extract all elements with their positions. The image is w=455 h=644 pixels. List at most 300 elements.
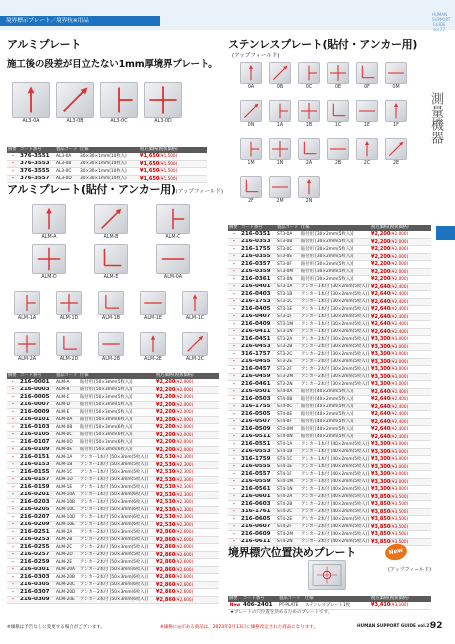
row-product-code: ALM-2B xyxy=(55,536,79,544)
plate-mark-icon xyxy=(101,83,137,117)
alu-anchor-title xyxy=(7,181,223,197)
row-product-code: ST4-0C xyxy=(276,403,300,411)
col-header: 摘要 xyxy=(228,225,240,231)
row-product-code: ALM-10D xyxy=(55,514,79,522)
row-price: ¥2,530(¥2,300) xyxy=(155,491,219,499)
table-row xyxy=(228,471,431,479)
row-price-excl-tax: (¥2,400) xyxy=(390,328,409,334)
row-code: 216-0351 xyxy=(240,231,276,238)
row-product-code: ST3-0C xyxy=(276,246,300,254)
row-dash: – xyxy=(7,401,19,409)
row-dash: – xyxy=(228,313,240,321)
row-price-excl-tax: (¥3,000) xyxy=(390,358,409,364)
alu-al3-0b-image xyxy=(56,82,94,118)
anchor-alm-1d-image xyxy=(56,291,82,315)
row-dash: – xyxy=(7,484,19,492)
row-spec: アンカー2本付 [50×3mm(6枚入)] xyxy=(79,589,155,597)
table-row xyxy=(228,501,431,509)
footer-revision-note: ※価格に◎がある商品は、2023年2月13日に価格改定された商品になります。 xyxy=(160,625,318,630)
table-row xyxy=(228,268,431,276)
table-row xyxy=(7,409,219,417)
row-dash: – xyxy=(7,521,19,529)
row-spec: 貼付用 [30×2mm(5枚入)] xyxy=(300,276,370,284)
table-row xyxy=(228,283,431,291)
row-code: 216-0251 xyxy=(19,529,55,537)
row-price: ¥2,640(¥2,400) xyxy=(370,328,431,336)
st-0e-label: 0E xyxy=(334,85,342,90)
row-price: ¥3,300(¥3,000) xyxy=(370,343,431,351)
row-price: ¥2,860(¥2,600) xyxy=(155,596,219,604)
row-price: ¥2,200(¥2,000) xyxy=(155,439,219,447)
row-dash: – xyxy=(228,298,240,306)
row-price: ¥2,200(¥2,000) xyxy=(155,401,219,409)
row-product-code: AL3-0B xyxy=(55,160,79,168)
row-spec: 貼付用 [50×3mm(6枚入)] xyxy=(79,446,155,454)
row-spec: 30×30×1mm(10枚入) xyxy=(79,153,139,160)
table-row xyxy=(7,491,219,499)
table-row xyxy=(228,448,431,456)
row-price: ¥3,300(¥3,000) xyxy=(370,351,431,359)
row-price-excl-tax: (¥3,000) xyxy=(390,366,409,371)
row-price: ¥3,300(¥3,000) xyxy=(370,478,431,486)
row-price-excl-tax: (¥3,000) xyxy=(390,336,409,341)
row-price: ¥2,200(¥2,000) xyxy=(370,276,431,284)
st-1a-image xyxy=(269,100,291,122)
row-dash: – xyxy=(228,478,240,486)
plate-mark-icon xyxy=(299,139,319,159)
anchor-alm-1c-image xyxy=(182,291,208,315)
table-row xyxy=(7,521,219,529)
table-row xyxy=(228,321,431,329)
row-price: ¥1,650(¥1,500) xyxy=(139,168,207,176)
row-product-code: PT-PLATE xyxy=(278,602,304,609)
row-code: 216-0151 xyxy=(19,454,55,462)
row-dash: – xyxy=(7,439,19,447)
row-spec: アンカー1本付 [50×3mm(5枚入)] xyxy=(79,454,155,462)
plate-mark-icon xyxy=(241,139,261,159)
plate-mark-icon xyxy=(33,245,65,273)
table-row xyxy=(228,313,431,321)
row-dash: – xyxy=(7,491,19,499)
row-price: ¥3,850(¥3,500) xyxy=(370,501,431,509)
table-row xyxy=(7,506,219,514)
col-header: 摘要 xyxy=(228,596,242,602)
row-code: 216-0411 xyxy=(240,328,276,336)
anchor-alm-1a-image xyxy=(14,291,40,315)
row-price-excl-tax: (¥1,500) xyxy=(159,160,178,166)
table-row xyxy=(228,411,431,419)
row-price-excl-tax: (¥2,600) xyxy=(175,589,194,594)
st-2n-label: 2N xyxy=(305,199,313,204)
row-price: ¥2,530(¥2,300) xyxy=(155,506,219,514)
table-row xyxy=(228,261,431,269)
row-spec: アンカー1本付 [50×3mm(5枚入)] xyxy=(79,469,155,477)
row-code: 216-0403 xyxy=(240,291,276,299)
row-code: 216-0303 xyxy=(19,574,55,582)
row-product-code: ALM-0A xyxy=(55,416,79,424)
row-spec: 貼付用 [50×3mm(5枚入)] xyxy=(79,401,155,409)
row-code: 216-0557 xyxy=(240,471,276,479)
row-price: ¥3,300(¥3,000) xyxy=(370,456,431,464)
row-product-code: AL3-0D xyxy=(55,175,79,183)
row-price-excl-tax: (¥2,000) xyxy=(175,409,194,414)
st-0b-image xyxy=(269,62,291,84)
row-code: 216-0103 xyxy=(19,424,55,432)
row-price-excl-tax: (¥2,000) xyxy=(175,401,194,407)
alu-al3-0d-image xyxy=(144,82,182,118)
row-dash: – xyxy=(228,283,240,291)
side-small-3: GUIDE xyxy=(432,22,446,27)
row-product-code: ALM-1D xyxy=(55,476,79,484)
row-product-code: ST4-2B xyxy=(276,501,300,509)
row-spec: 30×30×1mm(10枚入) xyxy=(79,160,139,168)
row-price: ¥2,200(¥2,000) xyxy=(155,446,219,454)
row-dash: – xyxy=(7,379,19,386)
row-price-excl-tax: (¥2,300) xyxy=(175,521,194,527)
row-code: 216-0009 xyxy=(19,409,55,417)
row-product-code: ST4-0M xyxy=(276,426,300,434)
row-price-excl-tax: (¥2,600) xyxy=(175,574,194,579)
page-number: 92 xyxy=(430,621,443,631)
row-product-code: ST4-2M xyxy=(276,531,300,539)
row-code: 216-0461 xyxy=(240,381,276,389)
row-price: ¥3,850(¥3,500) xyxy=(370,538,431,546)
anchor-alm-1a-label: ALM-1A xyxy=(17,316,37,321)
row-code: 376-3555 xyxy=(19,168,55,176)
row-code: 216-0005 xyxy=(19,394,55,402)
st-2c-label: 2C xyxy=(363,161,371,166)
plate-mark-icon xyxy=(183,292,207,314)
plate-mark-icon xyxy=(386,63,406,83)
row-code: 216-0157 xyxy=(19,476,55,484)
row-spec: 貼付用 [40×2mm(5枚入)] xyxy=(300,396,370,404)
row-dash: – xyxy=(228,396,240,404)
row-product-code: ST4-1E xyxy=(276,463,300,471)
row-price-excl-tax: (¥3,500) xyxy=(390,508,409,514)
row-dash: – xyxy=(228,328,240,336)
row-spec: アンカー1本付 [30×2mm(5枚入)] xyxy=(301,321,369,327)
table-row xyxy=(7,574,219,582)
row-price-excl-tax: (¥2,400) xyxy=(390,426,409,431)
col-header: コード番号 xyxy=(19,147,55,153)
table-row xyxy=(228,336,431,344)
st-0c-label: 0C xyxy=(305,85,313,90)
plate-mark-icon xyxy=(157,205,189,233)
row-code: 216-0309 xyxy=(19,596,55,604)
row-price-excl-tax: (¥2,000) xyxy=(175,446,194,452)
row-spec: アンカー2本付 [50×3mm(5枚入)] xyxy=(79,544,155,552)
row-code: 216-0107 xyxy=(19,439,55,447)
st-2b-label: 2B xyxy=(334,161,342,166)
row-spec: アンカー1本付 [50×3mm(6枚入)] xyxy=(79,506,155,514)
col-header: 製品コード xyxy=(56,373,78,379)
row-price-excl-tax: (¥2,000) xyxy=(390,231,409,236)
row-price: ¥2,200(¥2,000) xyxy=(370,253,431,261)
stainless-title: ステンレスプレート(貼付・アンカー用) xyxy=(228,38,418,51)
row-code: 216-1753 xyxy=(240,298,276,306)
row-dash: – xyxy=(228,463,240,471)
row-dash: – xyxy=(228,441,240,449)
row-spec: 貼付用 [40×2mm(5枚入)] xyxy=(300,433,370,441)
row-price: ¥2,200(¥2,000) xyxy=(155,431,219,439)
st-1b-image xyxy=(298,100,320,122)
row-product-code: ST4-1C xyxy=(276,456,300,464)
row-code: 216-0511 xyxy=(240,433,276,441)
row-dash: – xyxy=(228,523,240,531)
plate-mark-icon xyxy=(95,205,127,233)
table-row xyxy=(7,431,219,439)
table-row xyxy=(7,499,219,507)
anchor-alm-e-image xyxy=(94,244,128,274)
row-product-code: ALM-1A xyxy=(55,454,79,462)
alu-table xyxy=(7,147,207,183)
row-spec: 貼付用 [30×2mm(5枚入)] xyxy=(300,238,370,246)
row-code: 216-0357 xyxy=(240,261,276,269)
row-price-excl-tax: (¥2,400) xyxy=(390,396,409,401)
row-code: 216-0361 xyxy=(240,276,276,284)
row-spec: 貼付用 [40×2mm(5枚入)] xyxy=(300,411,370,419)
col-header: 製品コード xyxy=(56,147,78,153)
row-code: 376-3553 xyxy=(19,160,55,168)
row-price-excl-tax: (¥2,000) xyxy=(390,261,409,266)
row-spec: アンカー2本付 [40×2mm(5枚入)] xyxy=(301,516,369,522)
table-row xyxy=(228,531,431,539)
row-product-code: ALM-0B xyxy=(55,424,79,432)
table-row xyxy=(7,386,219,394)
row-code: 316-1757 xyxy=(240,351,276,359)
anchor-alm-1e-image xyxy=(140,291,166,315)
row-code: 216-0301 xyxy=(19,566,55,574)
row-spec: アンカー1本付 [40×2mm(5枚入)] xyxy=(301,456,369,462)
row-price-excl-tax: (¥3,000) xyxy=(390,471,409,476)
row-dash: – xyxy=(228,343,240,351)
row-product-code: ALM-E xyxy=(55,409,79,417)
row-product-code: ST4-2F xyxy=(276,523,300,531)
row-dash: – xyxy=(228,238,240,246)
anchor-alm-2d-image xyxy=(56,332,82,356)
position-note: ★プレートの穴位置を決めるためのプレートです。 xyxy=(230,610,333,615)
row-code: 216-0105 xyxy=(19,431,55,439)
row-code: 216-0553 xyxy=(240,448,276,456)
table-row xyxy=(7,446,219,454)
row-product-code: ST3-1C xyxy=(276,298,300,306)
anchor-alm-d-image xyxy=(32,244,66,274)
table-row xyxy=(7,589,219,597)
row-dash: – xyxy=(7,168,19,176)
table-row xyxy=(228,306,431,314)
plate-mark-icon xyxy=(386,101,406,121)
table-row xyxy=(7,566,219,574)
row-spec: アンカー2本付 [40×2mm(5枚入)] xyxy=(301,524,369,529)
row-code: 216-0505 xyxy=(240,411,276,419)
row-price-excl-tax: (¥3,500) xyxy=(390,516,409,521)
row-price-excl-tax: (¥2,300) xyxy=(175,469,194,474)
plate-mark-icon xyxy=(328,63,348,83)
row-price: ¥2,640(¥2,400) xyxy=(370,283,431,291)
row-price: ¥2,530(¥2,300) xyxy=(155,484,219,492)
row-product-code: ALM-2A xyxy=(55,529,79,537)
row-price-excl-tax: (¥2,300) xyxy=(175,484,194,489)
row-dash: – xyxy=(228,538,240,546)
table-row xyxy=(7,461,219,469)
anchor-alm-a-image xyxy=(32,204,66,234)
row-spec: 貼付用 [50×3mm(6枚入)] xyxy=(79,439,155,447)
table-row xyxy=(228,463,431,471)
anchor-alm-2a-image xyxy=(14,332,40,356)
table-row xyxy=(228,291,431,299)
row-spec: 貼付用 [50×3mm(5枚入)] xyxy=(79,379,155,386)
footer-price-note: ※価格は予告なしに変更する場合がございます。 xyxy=(7,625,105,630)
row-dash: – xyxy=(228,493,240,501)
footer-guide-label: HUMAN SUPPORT GUIDE vol.27 xyxy=(357,624,433,629)
row-price-excl-tax: (¥2,600) xyxy=(175,544,194,549)
row-spec: アンカー2本付 [40×2mm(5枚入)] xyxy=(301,494,369,499)
st-1n-image xyxy=(269,138,291,160)
row-price-excl-tax: (¥2,600) xyxy=(175,566,194,572)
st-2m-image xyxy=(269,176,291,198)
row-price-excl-tax: (¥2,600) xyxy=(175,529,194,534)
row-price-excl-tax: (¥2,300) xyxy=(175,514,194,519)
row-price: ¥2,200(¥2,000) xyxy=(370,261,431,269)
row-dash: – xyxy=(7,536,19,544)
row-price: ¥1,650(¥1,500) xyxy=(139,175,207,183)
row-dash: – xyxy=(7,574,19,582)
row-code: 216-0603 xyxy=(240,501,276,509)
st-2e-image xyxy=(385,138,407,160)
row-dash: – xyxy=(7,544,19,552)
alu-anchor-maker: (アップフィールド) xyxy=(175,189,223,195)
row-price: ¥1,650(¥1,500) xyxy=(139,153,207,160)
row-price: ¥2,200(¥2,000) xyxy=(155,394,219,402)
st-0m-label: 0M xyxy=(392,85,400,90)
row-dash: – xyxy=(7,431,19,439)
table-row xyxy=(228,276,431,284)
row-dash: – xyxy=(228,358,240,366)
row-spec: 貼付用 [50×3mm(5枚入)] xyxy=(79,394,155,402)
anchor-alm-b-label: ALM-B xyxy=(103,235,119,240)
col-header: コード番号 xyxy=(19,373,55,379)
table-row xyxy=(7,454,219,462)
stainless-table xyxy=(228,225,431,546)
row-product-code: ST3-0M xyxy=(276,268,300,276)
row-price-excl-tax: (¥3,500) xyxy=(390,538,409,544)
row-price: ¥2,200(¥2,000) xyxy=(155,386,219,394)
row-product-code: ALM-0E xyxy=(55,446,79,454)
row-product-code: ST3-0E xyxy=(276,253,300,261)
row-spec: アンカー2本付 [30×2mm(5枚入)] xyxy=(301,344,369,349)
row-spec: 貼付用 [50×3mm(6枚入)] xyxy=(79,416,155,424)
row-price-excl-tax: (¥2,600) xyxy=(175,581,194,587)
table-row xyxy=(228,486,431,494)
row-spec: 貼付用 [50×3mm(6枚入)] xyxy=(79,424,155,432)
plate-mark-icon xyxy=(141,292,165,314)
side-category: 測量機器 xyxy=(428,92,443,144)
row-spec: アンカー1本付 [30×2mm(5枚入)] xyxy=(301,329,369,334)
row-spec: 貼付用 [50×3mm(5枚入)] xyxy=(79,386,155,394)
st-1b-label: 1B xyxy=(305,123,313,128)
row-price-excl-tax: (¥3,000) xyxy=(390,343,409,349)
row-product-code: ALM-C xyxy=(55,394,79,402)
row-price: ¥2,640(¥2,400) xyxy=(370,306,431,314)
row-spec: 貼付用 [30×2mm(5枚入)] xyxy=(300,261,370,269)
row-spec: アンカー1本付 [50×3mm(6枚入)] xyxy=(79,491,155,499)
plate-mark-icon xyxy=(270,139,290,159)
anchor-alm-1c-label: ALM-1C xyxy=(185,316,205,321)
st-1m-image xyxy=(240,138,262,160)
st-2n-image xyxy=(298,176,320,198)
row-price-excl-tax: (¥2,300) xyxy=(175,506,194,512)
row-price: ¥2,860(¥2,600) xyxy=(155,544,219,552)
row-code: 216-0307 xyxy=(19,589,55,597)
row-code: 216-0509 xyxy=(240,426,276,434)
row-code: 216-0255 xyxy=(19,544,55,552)
row-price-excl-tax: (¥2,000) xyxy=(175,424,194,429)
plate-mark-icon xyxy=(57,333,81,355)
row-product-code: ST3-2N xyxy=(276,381,300,389)
row-product-code: ALM-B xyxy=(55,386,79,394)
anchor-alm-e-label: ALM-E xyxy=(103,275,119,280)
st-0c-image xyxy=(298,62,320,84)
row-product-code: ST4-1N xyxy=(276,486,300,494)
row-dash: – xyxy=(7,386,19,394)
row-dash: – xyxy=(228,486,240,494)
row-price: ¥2,860(¥2,600) xyxy=(155,581,219,589)
row-dash: – xyxy=(7,551,19,559)
row-price-excl-tax: (¥2,000) xyxy=(390,268,409,274)
row-code: 216-0611 xyxy=(240,538,276,546)
row-dash: – xyxy=(228,381,240,389)
row-dash: – xyxy=(7,559,19,567)
row-code: 406-2401 xyxy=(242,602,278,609)
row-price-excl-tax: (¥3,500) xyxy=(390,501,409,506)
st-1m-label: 1M xyxy=(247,161,255,166)
row-code: 216-0203 xyxy=(19,499,55,507)
row-price: ¥2,530(¥2,300) xyxy=(155,461,219,469)
row-price: ¥2,640(¥2,400) xyxy=(370,433,431,441)
plate-mark-icon xyxy=(328,101,348,121)
col-header: 仕様 xyxy=(300,225,370,231)
row-code: 216-0453 xyxy=(240,343,276,351)
row-spec: アンカー1本付 [50×3mm(6枚入)] xyxy=(79,514,155,522)
row-price: ¥3,300(¥3,000) xyxy=(370,358,431,366)
row-price: ¥3,850(¥3,500) xyxy=(370,531,431,539)
row-dash: – xyxy=(7,424,19,432)
row-price-excl-tax: (¥2,400) xyxy=(390,321,409,326)
row-spec: アンカー2本付 [30×2mm(5枚入)] xyxy=(301,366,369,372)
row-dash: – xyxy=(228,291,240,299)
plate-mark-icon xyxy=(357,139,377,159)
row-price-excl-tax: (¥2,400) xyxy=(390,411,409,416)
col-header: 製品コード xyxy=(278,596,304,602)
row-product-code: ST4-1M xyxy=(276,478,300,486)
row-spec: アンカー2本付 [30×2mm(5枚入)] xyxy=(301,351,369,357)
st-2f-image xyxy=(240,176,262,198)
row-dash: – xyxy=(7,416,19,424)
anchor-alm-2b-image xyxy=(98,332,124,356)
table-row xyxy=(7,596,219,604)
row-dash: – xyxy=(228,448,240,456)
row-price-excl-tax: (¥2,600) xyxy=(175,536,194,542)
st-0a-image xyxy=(240,62,262,84)
row-dash: – xyxy=(228,456,240,464)
plate-mark-icon xyxy=(57,83,93,117)
row-code: 216-0259 xyxy=(19,559,55,567)
row-dash: – xyxy=(7,394,19,402)
row-product-code: ST3-1E xyxy=(276,306,300,314)
table-row xyxy=(7,439,219,447)
row-price-excl-tax: (¥2,400) xyxy=(390,388,409,394)
row-price-excl-tax: (¥1,500) xyxy=(159,153,178,158)
